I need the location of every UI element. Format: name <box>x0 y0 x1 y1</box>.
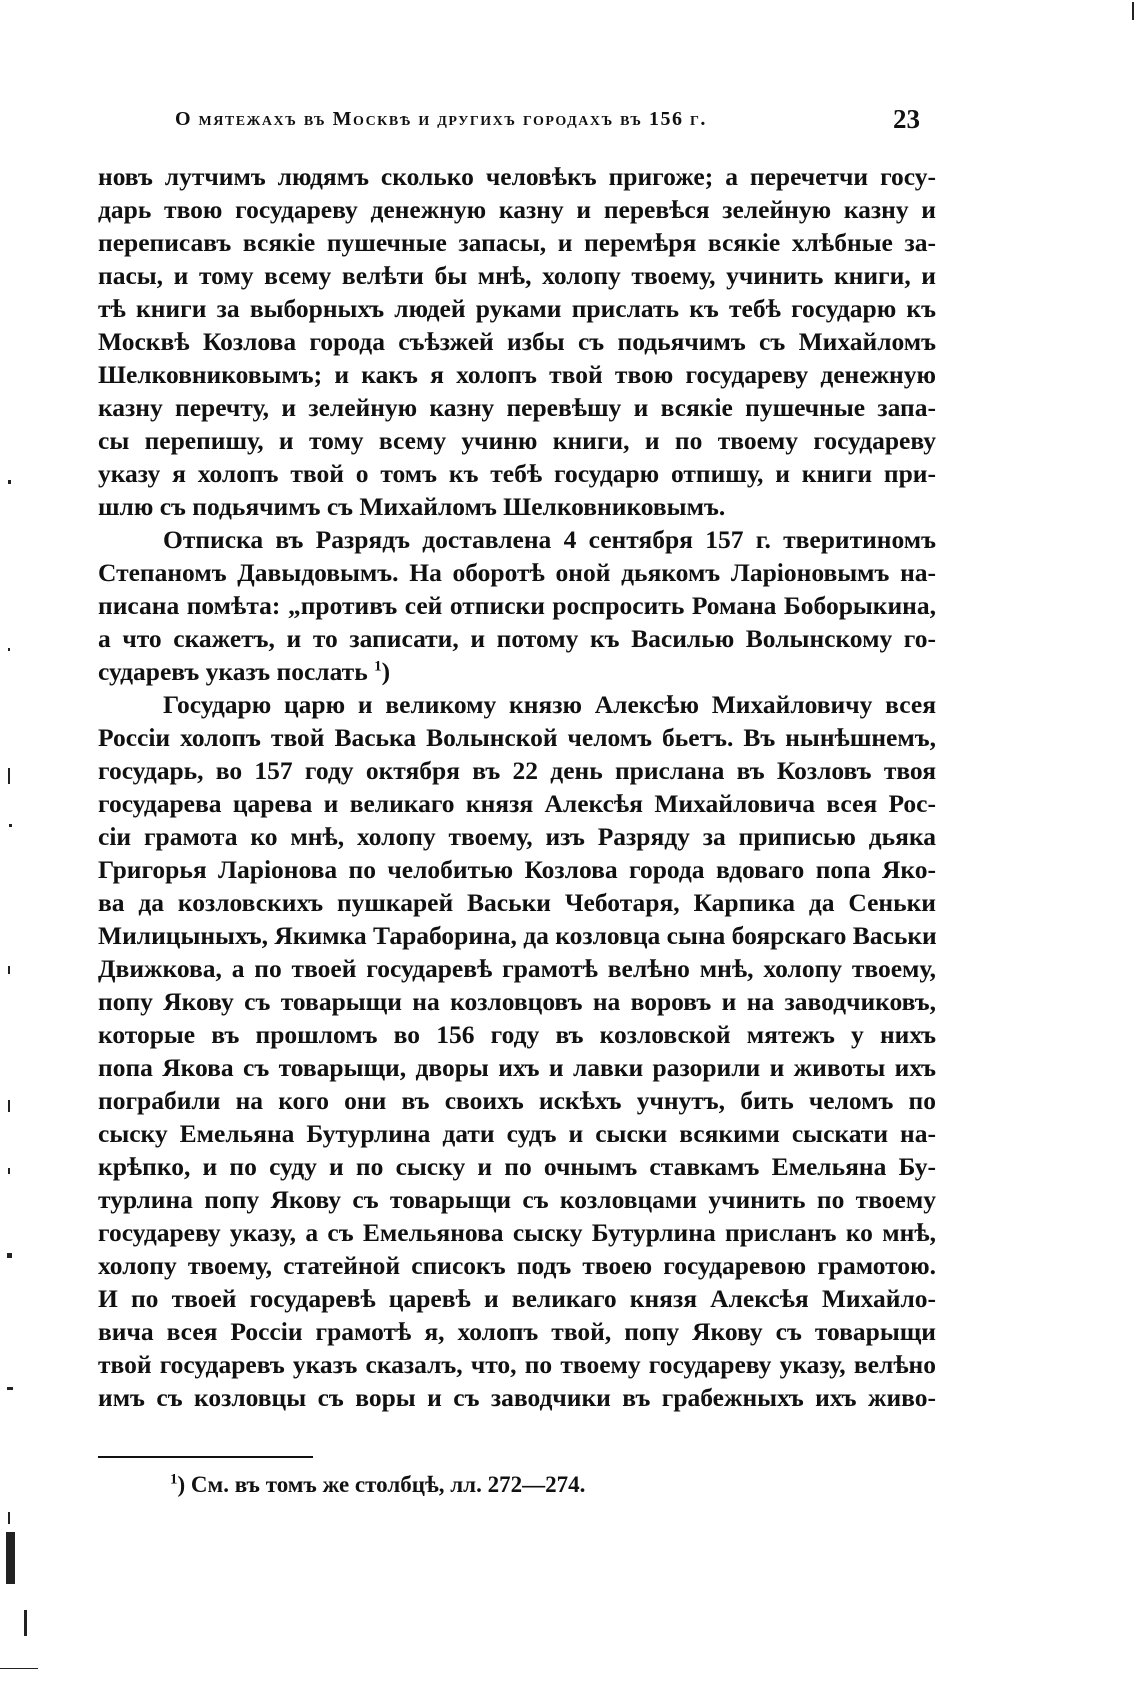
text-line: сударевъ указъ послать <box>98 657 368 686</box>
text-line: Шелковниковымъ; и какъ я холопъ твой твою государеву денежную <box>98 360 936 389</box>
scan-artifact <box>8 1512 10 1524</box>
text-line: государева царева и великаго князя Алексѣя Михайловича всея Рос- <box>98 789 936 818</box>
text-line: дарь твою государеву денежную казну и перевѣся зелейную казну и <box>98 195 936 224</box>
text-line: тѣ книги за выборныхъ людей руками прислать къ тебѣ государю къ <box>98 294 936 323</box>
text-line: новъ лутчимъ людямъ сколько человѣкъ пригоже; а перечетчи госу- <box>98 162 936 191</box>
text-line: имъ съ козловцы съ воры и съ заводчики въ грабежныхъ ихъ живо- <box>98 1383 936 1412</box>
scan-artifact <box>1132 2 1134 20</box>
text-line: казну перечту, и зелейную казну перевѣшу и всякіе пушечные запа- <box>98 393 936 422</box>
footnote-ref-close: ) <box>381 657 391 686</box>
text-line: Милицыныхъ, Якимка Тараборина, да козловца сына боярскаго Васьки <box>98 921 937 950</box>
footnote <box>170 1472 585 1498</box>
text-line: холопу твоему, статейной списокъ подъ твоею государевою грамотою. <box>98 1251 936 1280</box>
text-line: государь, во 157 году октября въ 22 день прислана въ Козловъ твоя <box>98 756 936 785</box>
scan-artifact <box>7 1253 12 1258</box>
text-line: а что скажетъ, и то записати, и потому къ Василью Волынскому го- <box>98 624 936 653</box>
text-line: сыску Емельяна Бутурлина дати судъ и сыски всякими сыскати на- <box>98 1119 936 1148</box>
text-line: Отписка въ Разрядъ доставлена 4 сентября 157 г. тверитиномъ <box>163 525 936 554</box>
text-line: государеву указу, а съ Емельянова сыску Бутурлина присланъ ко мнѣ, <box>98 1218 936 1247</box>
text-line: пасы, и тому всему велѣти бы мнѣ, холопу твоему, учинить книги, и <box>98 261 936 290</box>
scan-artifact <box>8 1100 10 1112</box>
scan-artifact <box>0 1668 38 1669</box>
text-line: Движкова, а по твоей государевѣ грамотѣ велѣно мнѣ, холопу твоему, <box>98 954 936 983</box>
text-line: попу Якову съ товарыщи на козловцовъ на воровъ и на заводчиковъ, <box>98 987 936 1016</box>
text-line: попа Якова съ товарыщи, дворы ихъ и лавки разорили и животы ихъ <box>98 1053 936 1082</box>
page-number: 23 <box>893 104 920 134</box>
scan-artifact <box>8 966 10 974</box>
footnote-marker-close: ) <box>177 1472 186 1497</box>
text-line: Москвѣ Козлова города съѣзжей избы съ подьячимъ съ Михайломъ <box>98 327 936 356</box>
text-line: Государю царю и великому князю Алексѣю Михайловичу всея <box>163 690 936 719</box>
text-line: сіи грамота ко мнѣ, холопу твоему, изъ Разряду за приписью дьяка <box>98 822 936 851</box>
footnote-text: См. въ томъ же столбцѣ, лл. 272—274. <box>190 1472 586 1497</box>
footnote-ref: 1 <box>374 658 382 675</box>
text-line: ва да козловскихъ пушкарей Васьки Чеботаря, Карпика да Сеньки <box>98 888 936 917</box>
running-title: О мятежахъ въ Москвѣ и другихъ городахъ въ 156 г. <box>175 108 707 130</box>
text-line: турлина попу Якову съ товарыщи съ козловцами учинить по твоему <box>98 1185 936 1214</box>
scan-artifact <box>8 648 10 651</box>
text-line: Степаномъ Давыдовымъ. На оборотѣ оной дьякомъ Ларіоновымъ на- <box>98 558 936 587</box>
text-line: Россіи холопъ твой Васька Волынской челомъ бьетъ. Въ нынѣшнемъ, <box>98 723 936 752</box>
scan-artifact <box>24 1610 27 1636</box>
text-line-with-footnote-ref <box>98 655 936 688</box>
text-line: Григорья Ларіонова по челобитью Козлова города вдоваго попа Яко- <box>98 855 936 884</box>
footnote-rule <box>98 1456 313 1458</box>
scan-artifact <box>9 824 12 827</box>
text-line: которые въ прошломъ во 156 году въ козловской мятежъ у нихъ <box>98 1020 936 1049</box>
text-line: вича всея Россіи грамотѣ я, холопъ твой, попу Якову съ товарыщи <box>98 1317 936 1346</box>
footnote-marker: 1 <box>170 1471 178 1488</box>
text-line: крѣпко, и по суду и по сыску и по очнымъ ставкамъ Емельяна Бу- <box>98 1152 936 1181</box>
scan-artifact <box>6 1532 15 1584</box>
text-line: переписавъ всякіе пушечные запасы, и перемѣря всякіе хлѣбные за- <box>98 228 936 257</box>
scan-artifact <box>7 1387 13 1390</box>
text-line: шлю съ подьячимъ съ Михайломъ Шелковниковымъ. <box>98 492 726 521</box>
text-line: писана помѣта: „противъ сей отписки роспросить Романа Боборыкина, <box>98 591 936 620</box>
text-line: указу я холопъ твой о томъ къ тебѣ государю отпишу, и книги при- <box>98 459 936 488</box>
scan-artifact <box>8 480 11 484</box>
text-line: твой государевъ указъ сказалъ, что, по твоему государеву указу, велѣно <box>98 1350 936 1379</box>
body-text <box>98 160 936 1414</box>
text-line: сы перепишу, и тому всему учиню книги, и по твоему государеву <box>98 426 936 455</box>
text-line: пограбили на кого они въ своихъ искѣхъ учнутъ, бить челомъ по <box>98 1086 936 1115</box>
scan-artifact <box>8 1168 10 1174</box>
text-line: И по твоей государевѣ царевѣ и великаго князя Алексѣя Михайло- <box>98 1284 936 1313</box>
scan-artifact <box>8 768 10 784</box>
